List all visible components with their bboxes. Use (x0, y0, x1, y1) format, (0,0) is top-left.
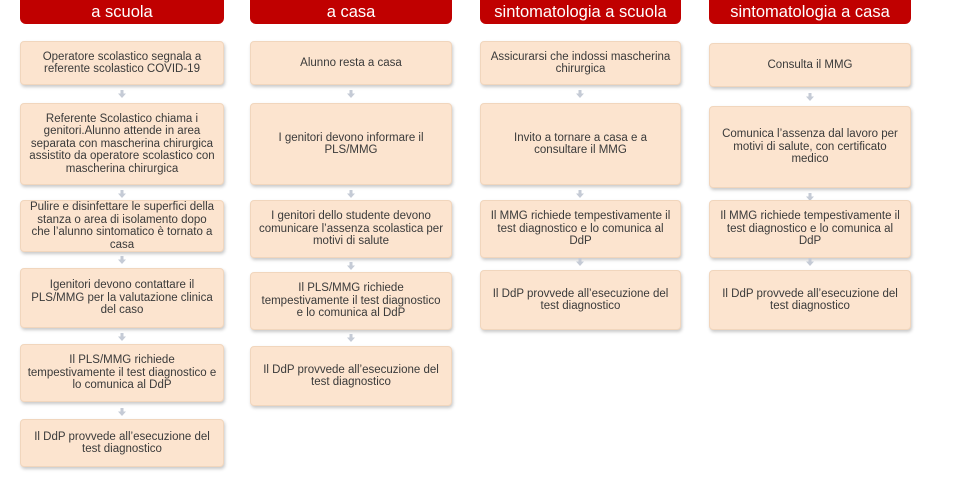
flow-step: Il DdP provvede all’esecuzione del test diagnostico (20, 419, 224, 467)
down-arrow-icon (576, 90, 584, 98)
column-header: sintomatologia a scuola (480, 0, 681, 24)
flow-step: Il PLS/MMG richiede tempestivamente il test diagnostico e lo comunica al DdP (250, 272, 452, 330)
flow-step: Il MMG richiede tempestivamente il test diagnostico e lo comunica al DdP (480, 200, 681, 258)
flow-step: Referente Scolastico chiama i genitori.Alunno attende in area separata con mascherina chirurgica assistito da operatore scolastico con mascherina chirurgica (20, 103, 224, 185)
down-arrow-icon (347, 190, 355, 198)
flow-step: Il PLS/MMG richiede tempestivamente il test diagnostico e lo comunica al DdP (20, 344, 224, 402)
flow-step: Assicurarsi che indossi mascherina chirurgica (480, 41, 681, 85)
down-arrow-icon (576, 258, 584, 266)
down-arrow-icon (118, 333, 126, 341)
flow-step: Operatore scolastico segnala a referente scolastico COVID-19 (20, 41, 224, 85)
down-arrow-icon (118, 256, 126, 264)
down-arrow-icon (347, 262, 355, 270)
down-arrow-icon (347, 90, 355, 98)
down-arrow-icon (118, 408, 126, 416)
down-arrow-icon (576, 190, 584, 198)
flow-step: Alunno resta a casa (250, 41, 452, 85)
column-header: a scuola (20, 0, 224, 24)
flow-step: Il DdP provvede all’esecuzione del test diagnostico (480, 270, 681, 330)
flow-step: Il MMG richiede tempestivamente il test diagnostico e lo comunica al DdP (709, 200, 911, 258)
down-arrow-icon (347, 334, 355, 342)
flow-step: Il DdP provvede all’esecuzione del test diagnostico (250, 346, 452, 406)
down-arrow-icon (118, 90, 126, 98)
down-arrow-icon (806, 258, 814, 266)
down-arrow-icon (118, 190, 126, 198)
flow-step: Igenitori devono contattare il PLS/MMG per la valutazione clinica del caso (20, 268, 224, 328)
flow-step: Il DdP provvede all’esecuzione del test diagnostico (709, 270, 911, 330)
column-header: sintomatologia a casa (709, 0, 911, 24)
flow-step: I genitori devono informare il PLS/MMG (250, 103, 452, 185)
flow-step: Invito a tornare a casa e a consultare il MMG (480, 103, 681, 185)
flow-step: Pulire e disinfettare le superfici della stanza o area di isolamento dopo che l’alunno sintomatico è tornato a casa (20, 200, 224, 252)
flow-step: Comunica l’assenza dal lavoro per motivi di salute, con certificato medico (709, 106, 911, 188)
down-arrow-icon (806, 93, 814, 101)
column-header: a casa (250, 0, 452, 24)
flow-step: Consulta il MMG (709, 43, 911, 87)
flow-step: I genitori dello studente devono comunicare l’assenza scolastica per motivi di salute (250, 200, 452, 258)
